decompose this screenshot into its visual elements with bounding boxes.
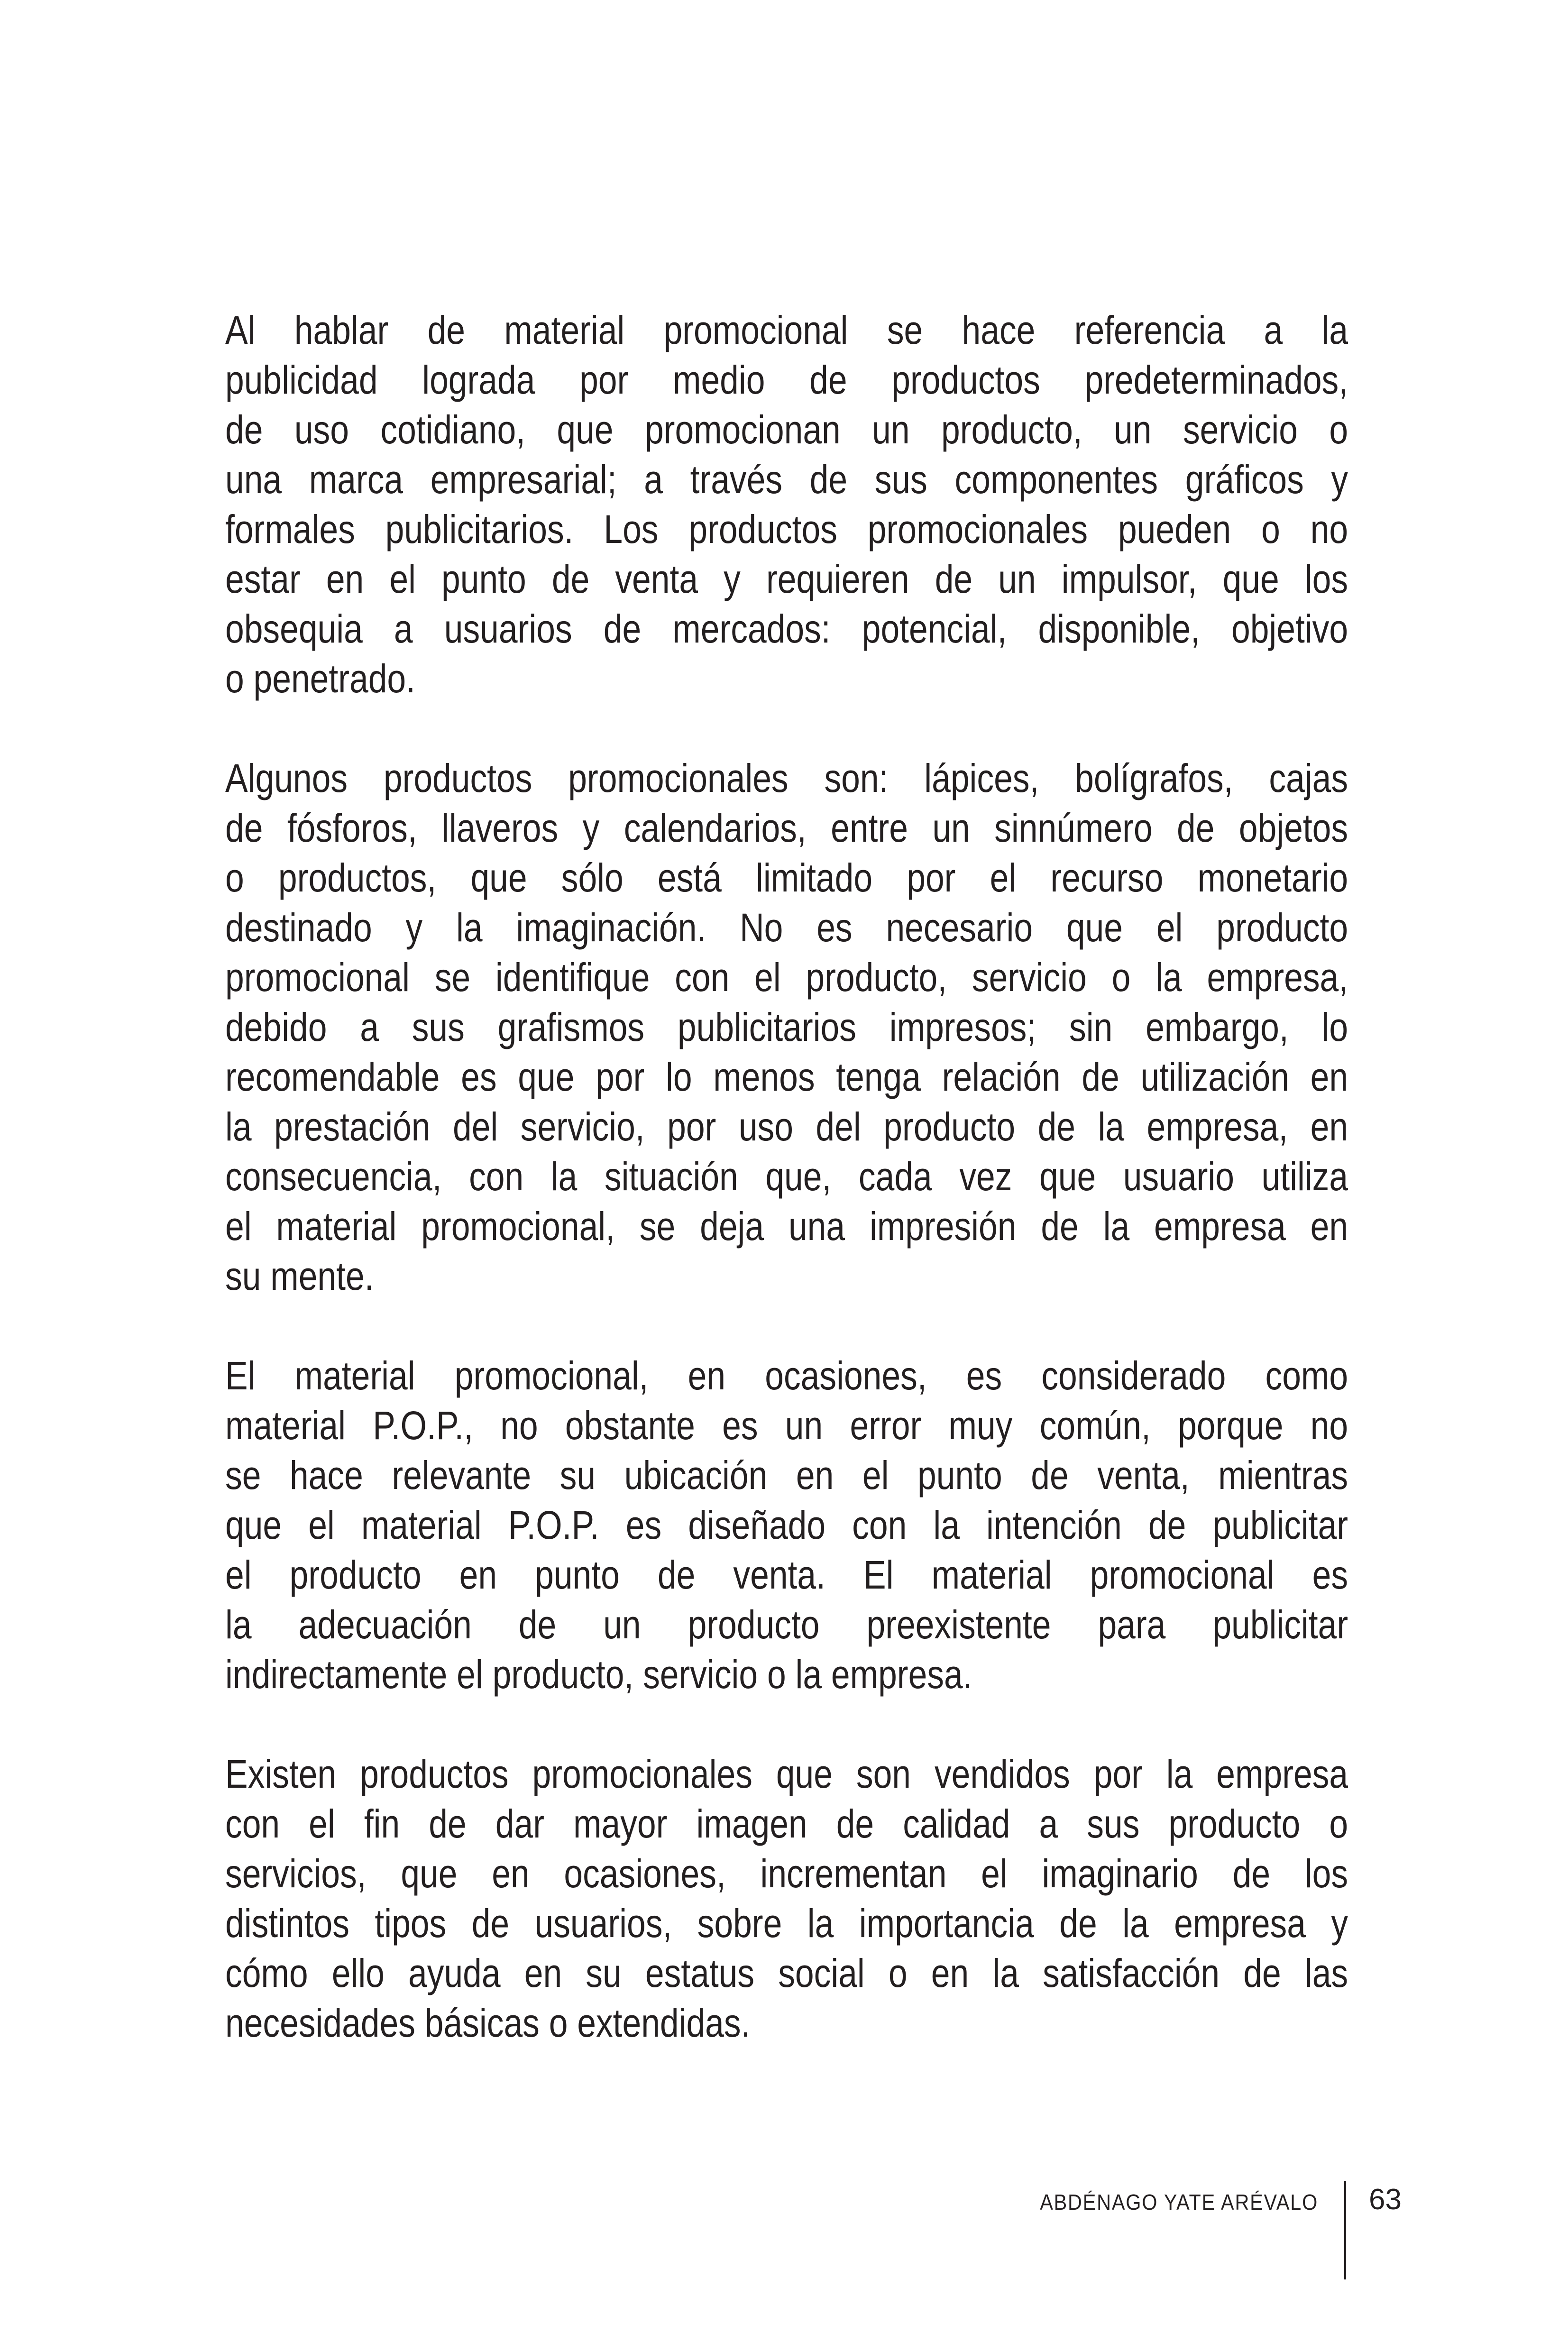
text-line: de uso cotidiano, que promocionan un producto, un servicio o	[225, 407, 1348, 452]
text-line: su mente.	[225, 1254, 374, 1298]
footer-rule	[1344, 2181, 1346, 2279]
text-line: cómo ello ayuda en su estatus social o en la satisfacción de las	[225, 1951, 1348, 1995]
text-line: destinado y la imaginación. No es necesario que el producto	[225, 905, 1348, 950]
footer-author: ABDÉNAGO YATE ARÉVALO	[1040, 2190, 1318, 2214]
text-line: servicios, que en ocasiones, incrementan el imaginario de los	[225, 1851, 1348, 1896]
text-line: con el fin de dar mayor imagen de calidad a sus producto o	[225, 1801, 1348, 1846]
text-line: o productos, que sólo está limitado por el recurso monetario	[225, 855, 1348, 900]
text-line: formales publicitarios. Los productos promocionales pueden o no	[225, 507, 1348, 551]
text-line: consecuencia, con la situación que, cada vez que usuario utiliza	[225, 1154, 1348, 1199]
text-line: la adecuación de un producto preexistente para publicitar	[225, 1602, 1348, 1647]
text-line: promocional se identifique con el producto, servicio o la empresa,	[225, 955, 1348, 1000]
text-line: publicidad lograda por medio de productos predeterminados,	[225, 358, 1348, 402]
text-line: material P.O.P., no obstante es un error muy común, porque no	[225, 1403, 1348, 1448]
text-line: una marca empresarial; a través de sus componentes gráficos y	[225, 457, 1348, 502]
text-line: Algunos productos promocionales son: lápices, bolígrafos, cajas	[225, 756, 1348, 800]
text-line: distintos tipos de usuarios, sobre la importancia de la empresa y	[225, 1901, 1348, 1946]
text-line: se hace relevante su ubicación en el punto de venta, mientras	[225, 1453, 1348, 1498]
text-line: que el material P.O.P. es diseñado con la intención de publicitar	[225, 1503, 1348, 1547]
paragraph	[225, 305, 1348, 704]
text-line: indirectamente el producto, servicio o la empresa.	[225, 1652, 972, 1697]
page-number: 63	[1369, 2183, 1402, 2216]
text-line: o penetrado.	[225, 656, 415, 701]
paragraph	[225, 1749, 1348, 2048]
text-line: la prestación del servicio, por uso del producto de la empresa, en	[225, 1104, 1348, 1149]
text-line: debido a sus grafismos publicitarios impresos; sin embargo, lo	[225, 1005, 1348, 1049]
text-line: el producto en punto de venta. El material promocional es	[225, 1553, 1348, 1597]
text-line: de fósforos, llaveros y calendarios, entre un sinnúmero de objetos	[225, 806, 1348, 850]
text-line: el material promocional, se deja una impresión de la empresa en	[225, 1204, 1348, 1249]
text-line: obsequia a usuarios de mercados: potencial, disponible, objetivo	[225, 606, 1348, 651]
text-line: recomendable es que por lo menos tenga relación de utilización en	[225, 1055, 1348, 1099]
text-line: estar en el punto de venta y requieren de un impulsor, que los	[225, 557, 1348, 601]
text-line: necesidades básicas o extendidas.	[225, 2001, 751, 2045]
text-line: El material promocional, en ocasiones, es considerado como	[225, 1353, 1348, 1398]
paragraph	[225, 1351, 1348, 1700]
text-line: Al hablar de material promocional se hace referencia a la	[225, 308, 1348, 352]
paragraph	[225, 753, 1348, 1301]
text-line: Existen productos promocionales que son vendidos por la empresa	[225, 1752, 1348, 1796]
body-text	[225, 305, 1348, 2048]
